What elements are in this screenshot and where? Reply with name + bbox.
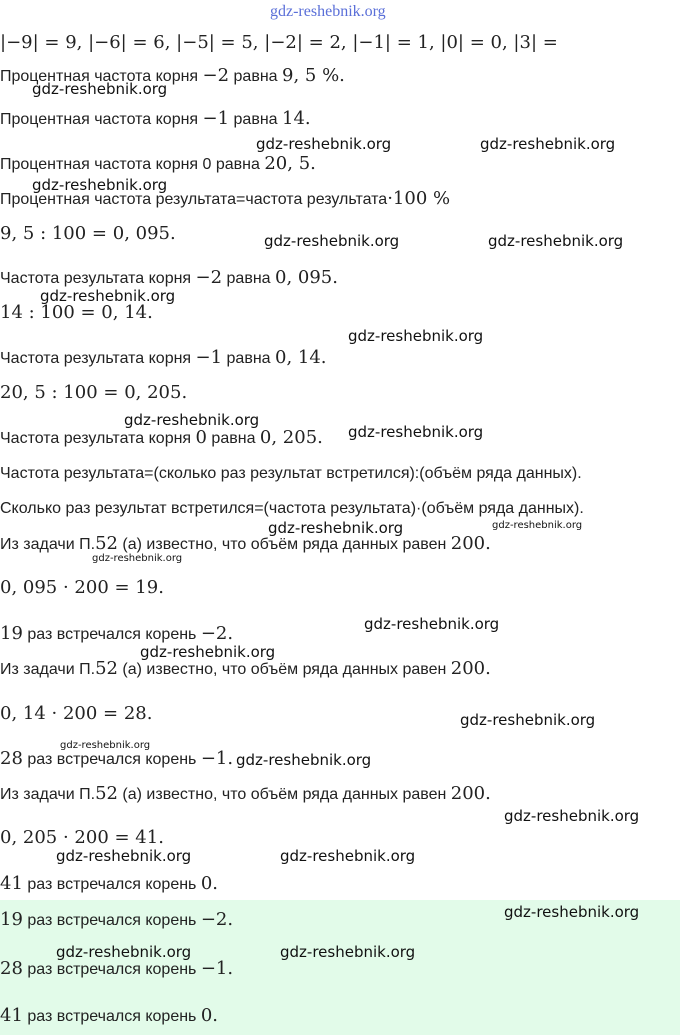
watermark: gdz-reshebnik.org bbox=[348, 327, 484, 345]
calc-line: 20, 5 : 100 = 0, 205. bbox=[0, 382, 188, 403]
watermark: gdz-reshebnik.org bbox=[124, 411, 260, 429]
watermark: gdz-reshebnik.org bbox=[492, 520, 583, 531]
watermark: gdz-reshebnik.org bbox=[268, 519, 404, 537]
text: Частота результата корня bbox=[0, 270, 196, 287]
math: 0 bbox=[195, 427, 207, 448]
text: Процентная частота корня bbox=[0, 111, 203, 128]
text: Из задачи П. bbox=[0, 786, 96, 803]
math: −2. bbox=[200, 909, 234, 930]
text: Частота результата корня bbox=[0, 430, 196, 447]
math: 19 bbox=[0, 909, 23, 930]
abs-values-line: |−9| = 9, |−6| = 6, |−5| = 5, |−2| = 2, |−1| = 1, |0| = 0, |3| = bbox=[0, 32, 558, 53]
watermark: gdz-reshebnik.org bbox=[32, 80, 168, 98]
math: 19 bbox=[0, 623, 23, 644]
math: −1. bbox=[200, 748, 234, 769]
calc-line: 0, 205 · 200 = 41. bbox=[0, 827, 164, 848]
text: раз встречался корень bbox=[22, 1008, 201, 1025]
text: Из задачи П. bbox=[0, 661, 96, 678]
text: (а) известно, что объём ряда данных равен bbox=[117, 536, 451, 553]
watermark: gdz-reshebnik.org bbox=[92, 553, 183, 564]
watermark: gdz-reshebnik.org bbox=[504, 903, 640, 921]
watermark: gdz-reshebnik.org bbox=[236, 751, 372, 769]
watermark: gdz-reshebnik.org bbox=[504, 807, 640, 825]
math: −1 bbox=[202, 108, 230, 129]
watermark: gdz-reshebnik.org bbox=[488, 232, 624, 250]
math: −2 bbox=[195, 267, 223, 288]
text: равна bbox=[222, 270, 275, 287]
watermark: gdz-reshebnik.org bbox=[280, 943, 416, 961]
math: 28 bbox=[0, 958, 23, 979]
percent-freq-root-0 bbox=[0, 154, 316, 175]
watermark: gdz-reshebnik.org bbox=[56, 847, 192, 865]
math: 200. bbox=[450, 533, 491, 554]
math: −1. bbox=[200, 958, 234, 979]
sample-size-note bbox=[0, 784, 491, 805]
freq-root-minus2 bbox=[0, 268, 338, 289]
math: 28 bbox=[0, 748, 23, 769]
text: (а) известно, что объём ряда данных равен bbox=[117, 661, 451, 678]
text: раз встречался корень bbox=[22, 626, 201, 643]
math: 0. bbox=[200, 873, 219, 894]
answer-line-3 bbox=[0, 1006, 218, 1027]
calc-line: 0, 095 · 200 = 19. bbox=[0, 577, 164, 598]
sample-size-note bbox=[0, 659, 491, 680]
math: 52 bbox=[95, 533, 118, 554]
math: 200. bbox=[450, 658, 491, 679]
text: Частота результата корня bbox=[0, 350, 196, 367]
math: 0, 205. bbox=[259, 427, 323, 448]
count-root-minus1 bbox=[0, 749, 233, 770]
answer-line-1 bbox=[0, 910, 233, 931]
math: −1 bbox=[195, 347, 223, 368]
math: −2 bbox=[202, 65, 230, 86]
watermark: gdz-reshebnik.org bbox=[460, 711, 596, 729]
math: −2. bbox=[200, 623, 234, 644]
text: (а) известно, что объём ряда данных равен bbox=[117, 786, 451, 803]
text: раз встречался корень bbox=[22, 961, 201, 978]
text: равна bbox=[229, 111, 282, 128]
calc-line: 14 : 100 = 0, 14. bbox=[0, 302, 153, 323]
freq-definition: Частота результата=(сколько раз результат встретился):(объём ряда данных). bbox=[0, 465, 582, 482]
text: равна bbox=[229, 68, 282, 85]
text: раз встречался корень bbox=[22, 751, 201, 768]
text: Процентная частота результата=частота результата bbox=[0, 191, 388, 208]
calc-line: 9, 5 : 100 = 0, 095. bbox=[0, 223, 176, 244]
text: раз встречался корень bbox=[22, 876, 201, 893]
text: Процентная частота корня bbox=[0, 68, 203, 85]
math: 52 bbox=[95, 658, 118, 679]
math: 9, 5 %. bbox=[282, 65, 345, 86]
freq-root-minus1 bbox=[0, 348, 327, 369]
watermark: gdz-reshebnik.org bbox=[270, 3, 386, 20]
watermark: gdz-reshebnik.org bbox=[264, 232, 400, 250]
math: 14. bbox=[282, 108, 311, 129]
math: 200. bbox=[450, 783, 491, 804]
math: 0, 14. bbox=[275, 347, 327, 368]
math: 41 bbox=[0, 1005, 23, 1026]
math: 0, 095. bbox=[275, 267, 338, 288]
math: 41 bbox=[0, 873, 23, 894]
calc-line: 0, 14 · 200 = 28. bbox=[0, 703, 153, 724]
percent-freq-root-minus1 bbox=[0, 109, 311, 130]
freq-root-0 bbox=[0, 428, 323, 449]
text: Процентная частота корня 0 равна bbox=[0, 156, 265, 173]
watermark: gdz-reshebnik.org bbox=[480, 135, 616, 153]
math: 20, 5. bbox=[264, 153, 316, 174]
count-root-0 bbox=[0, 874, 218, 895]
count-definition: Сколько раз результат встретился=(частота результата)·(объём ряда данных). bbox=[0, 500, 584, 517]
watermark: gdz-reshebnik.org bbox=[256, 135, 392, 153]
text: равна bbox=[222, 350, 275, 367]
watermark: gdz-reshebnik.org bbox=[40, 287, 176, 305]
sample-size-note bbox=[0, 534, 491, 555]
math: 0. bbox=[200, 1005, 219, 1026]
answer-line-2 bbox=[0, 959, 233, 980]
watermark: gdz-reshebnik.org bbox=[60, 740, 151, 751]
watermark: gdz-reshebnik.org bbox=[140, 643, 276, 661]
watermark: gdz-reshebnik.org bbox=[348, 423, 484, 441]
math: 52 bbox=[95, 783, 118, 804]
watermark: gdz-reshebnik.org bbox=[364, 615, 500, 633]
text: Из задачи П. bbox=[0, 536, 96, 553]
math: ·100 % bbox=[387, 188, 451, 209]
text: раз встречался корень bbox=[22, 912, 201, 929]
text: равна bbox=[206, 430, 260, 447]
watermark: gdz-reshebnik.org bbox=[56, 943, 192, 961]
watermark: gdz-reshebnik.org bbox=[32, 176, 168, 194]
watermark: gdz-reshebnik.org bbox=[280, 847, 416, 865]
count-root-minus2 bbox=[0, 624, 233, 645]
